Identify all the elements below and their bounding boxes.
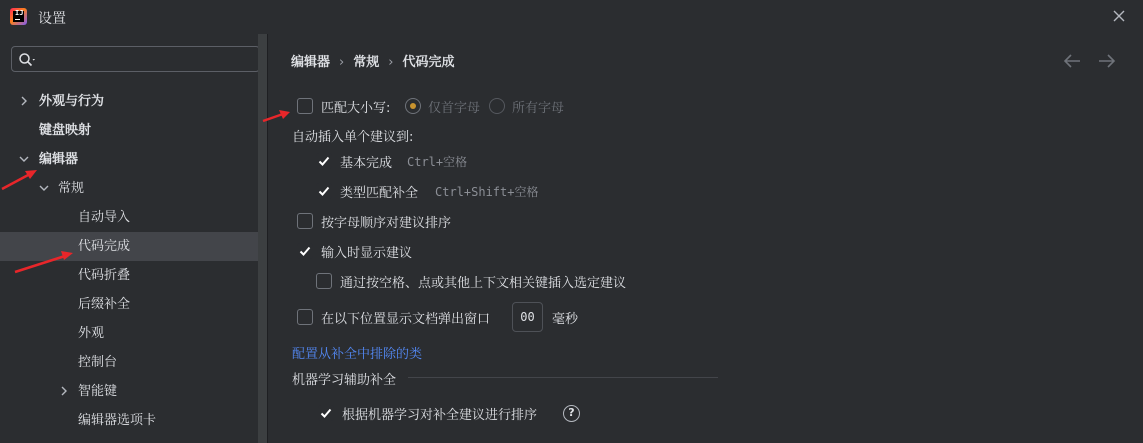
search-input[interactable] [40,50,250,68]
tree-item-appearance[interactable] [0,319,258,348]
chevron-right-icon[interactable] [19,96,29,106]
tree-item-label: 代码完成 [78,239,131,254]
tree-item-label: 后缀补全 [78,297,131,312]
type-matching-label: 类型匹配补全 [340,186,419,201]
chevron-down-icon[interactable] [39,183,49,193]
breadcrumb-item: 代码完成 [402,55,455,70]
tree-item-code-folding[interactable] [0,261,258,290]
show-while-typing-label: 输入时显示建议 [321,246,413,261]
checkmark-icon [316,183,332,199]
tree-item-appearance-behavior[interactable] [0,87,258,116]
tree-item-editor-tabs[interactable] [0,406,258,435]
insert-by-space-checkbox[interactable] [316,273,332,289]
sort-alpha-checkbox[interactable] [297,213,313,229]
search-box[interactable] [11,46,260,72]
title-bar [0,0,1143,34]
breadcrumb-separator: › [388,55,394,70]
first-letter-radio[interactable] [405,98,421,114]
ml-sort-label: 根据机器学习对补全建议进行排序 [342,408,538,423]
auto-insert-heading: 自动插入单个建议到: [292,130,414,145]
close-button[interactable] [1108,5,1130,27]
help-icon[interactable]: ? [563,405,580,422]
first-letter-label: 仅首字母 [428,101,481,116]
tree-item-console[interactable] [0,348,258,377]
tree-item-editor[interactable] [0,145,258,174]
window-title: 设置 [38,11,66,27]
doc-popup-label: 在以下位置显示文档弹出窗口 [321,312,491,327]
ml-section-title: 机器学习辅助补全 [292,373,397,388]
sort-alpha-label: 按字母顺序对建议排序 [321,216,452,231]
tree-item-label: 外观 [78,326,105,341]
show-while-typing-checkbox[interactable] [297,243,313,259]
tree-item-smart-keys[interactable] [0,377,258,406]
breadcrumb-item[interactable]: 编辑器 [291,55,331,70]
tree-item-postfix-completion[interactable] [0,290,258,319]
tree-item-label: 常规 [58,181,85,196]
tree-item-label: 代码折叠 [78,268,131,283]
match-case-label: 匹配大小写: [321,101,391,116]
doc-popup-unit: 毫秒 [552,312,579,327]
chevron-right-icon[interactable] [59,386,69,396]
checkmark-icon [318,405,334,421]
search-icon [18,52,38,68]
settings-sidebar [0,34,262,443]
type-matching-checkbox[interactable] [316,183,332,199]
checkmark-icon [297,243,313,259]
all-letters-label: 所有字母 [512,101,565,116]
basic-completion-label: 基本完成 [340,156,393,171]
chevron-down-icon[interactable] [19,154,29,164]
tree-item-label: 自动导入 [78,210,131,225]
checkmark-icon [316,153,332,169]
insert-by-space-label: 通过按空格、点或其他上下文相关键插入选定建议 [340,276,627,291]
settings-content [268,34,1143,443]
type-matching-shortcut: Ctrl+Shift+空格 [435,185,539,199]
tree-item-general[interactable] [0,174,258,203]
tree-item-label: 外观与行为 [39,94,105,109]
tree-item-auto-import[interactable] [0,203,258,232]
all-letters-radio[interactable] [489,98,505,114]
tree-item-label: 控制台 [78,355,118,370]
tree-item-label: 键盘映射 [39,123,92,138]
sidebar-scrollbar[interactable] [258,34,267,443]
breadcrumb-separator: › [339,55,345,70]
doc-popup-checkbox[interactable] [297,309,313,325]
ml-sort-checkbox[interactable] [318,405,334,421]
breadcrumb [291,51,454,70]
basic-completion-checkbox[interactable] [316,153,332,169]
basic-completion-shortcut: Ctrl+空格 [407,155,468,169]
app-icon: IJ [10,8,27,25]
tree-item-code-completion[interactable] [0,232,258,261]
breadcrumb-item[interactable]: 常规 [353,55,380,70]
configure-excluded-classes-link[interactable]: 配置从补全中排除的类 [292,347,423,362]
arrow-right-icon[interactable] [1097,53,1117,69]
arrow-left-icon[interactable] [1062,53,1082,69]
tree-item-label: 智能键 [78,384,118,399]
tree-item-keymap[interactable] [0,116,258,145]
tree-item-label: 编辑器选项卡 [78,413,157,428]
tree-item-label: 编辑器 [39,152,79,167]
section-divider [408,377,718,378]
close-icon [1108,5,1130,27]
match-case-checkbox[interactable] [297,98,313,114]
doc-popup-delay-input[interactable]: 00 [512,302,543,332]
